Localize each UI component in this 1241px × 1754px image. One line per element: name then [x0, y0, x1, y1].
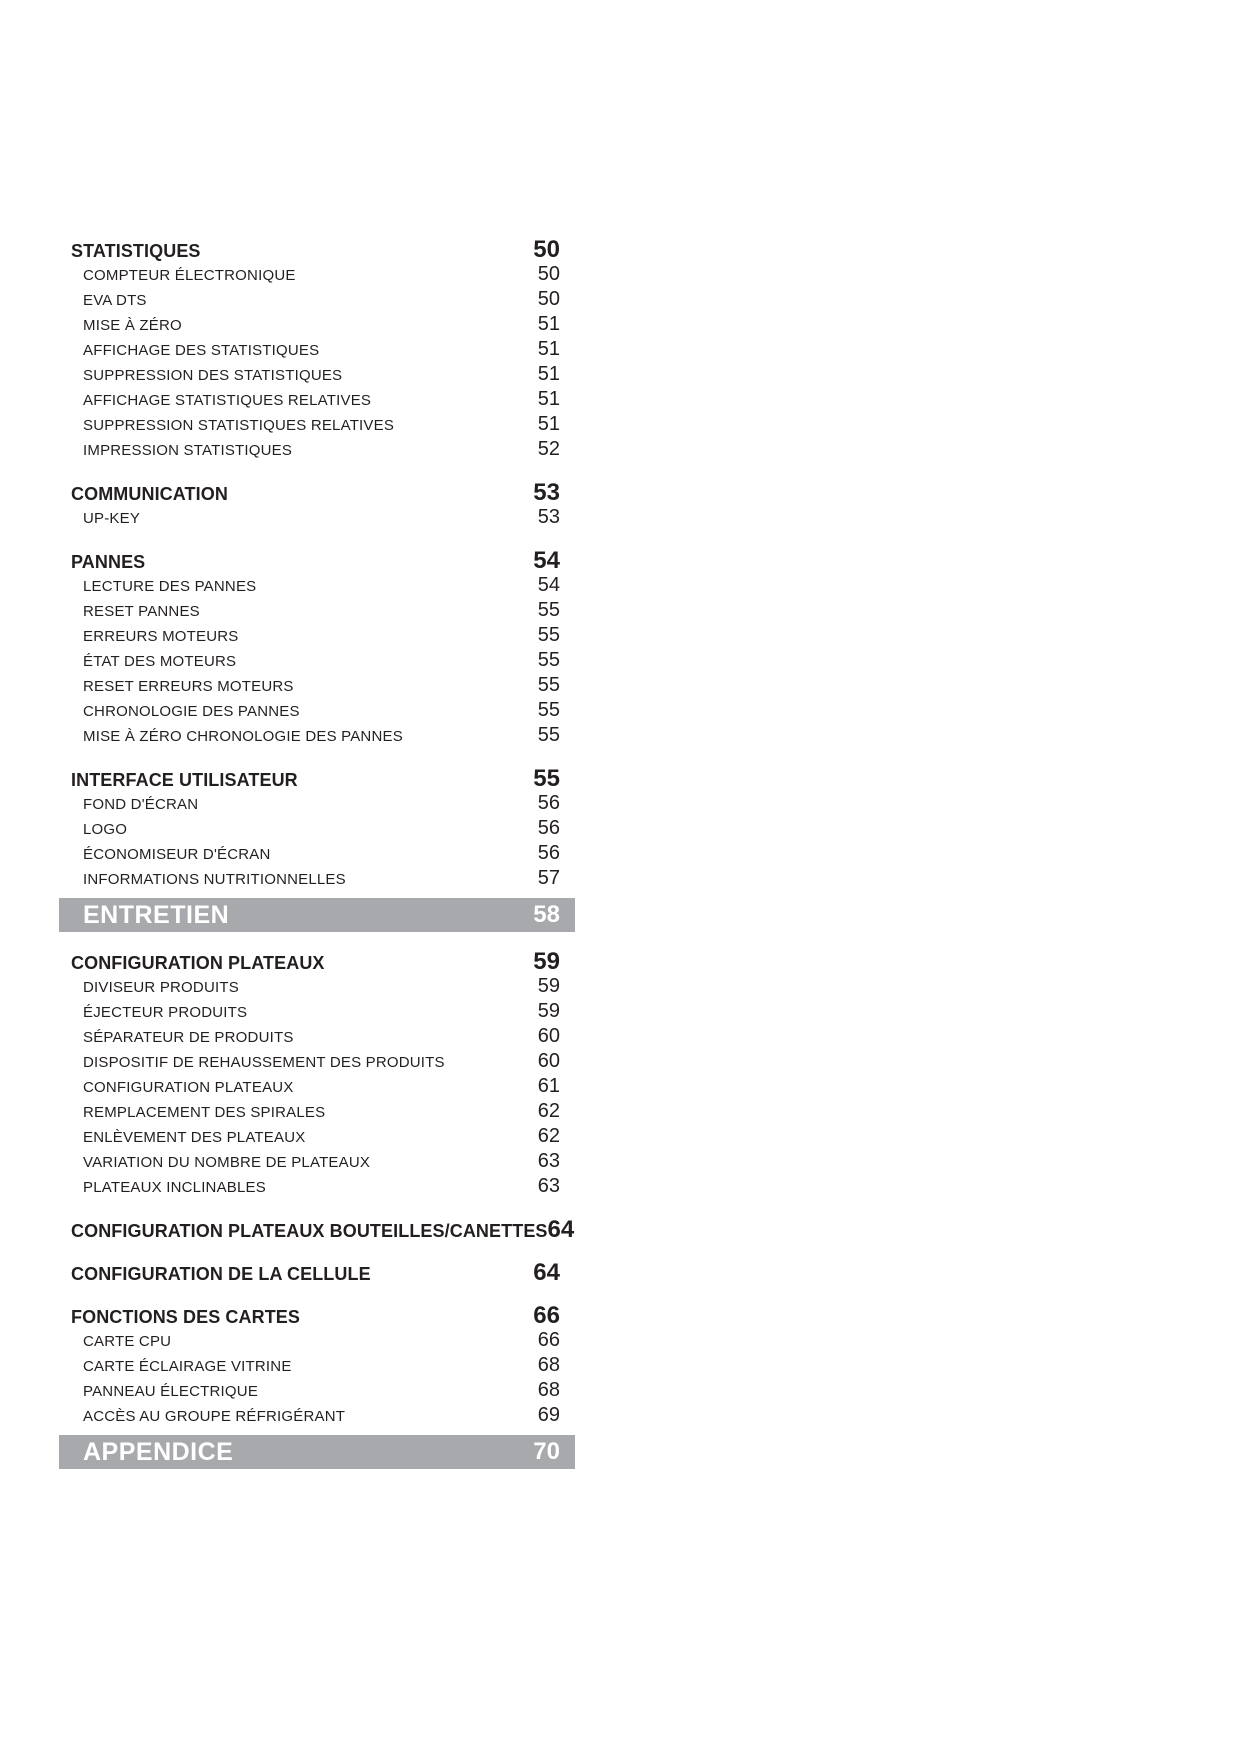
toc-entry[interactable] — [59, 867, 575, 892]
toc-entry[interactable] — [59, 288, 575, 313]
toc-section-heading[interactable] — [59, 948, 575, 975]
toc-page-number: 60 — [537, 1050, 560, 1072]
toc-page-number: 55 — [533, 765, 560, 792]
toc-page-number: 54 — [537, 574, 560, 596]
toc-label: VARIATION DU NOMBRE DE PLATEAUX — [83, 1154, 371, 1171]
toc-page-number: 55 — [537, 649, 560, 671]
toc-label: ACCÈS AU GROUPE RÉFRIGÉRANT — [83, 1408, 346, 1425]
toc-entry[interactable] — [59, 1379, 575, 1404]
toc-page-number: 51 — [537, 388, 560, 410]
toc-label: EVA DTS — [83, 292, 147, 309]
toc-entry[interactable] — [59, 506, 575, 531]
toc-entry[interactable] — [59, 599, 575, 624]
toc-label: REMPLACEMENT DES SPIRALES — [83, 1104, 326, 1121]
toc-page-number: 55 — [537, 599, 560, 621]
toc-entry[interactable] — [59, 792, 575, 817]
toc-entry[interactable] — [59, 1175, 575, 1200]
toc-chapter-bar[interactable] — [59, 898, 575, 932]
toc-label: CONFIGURATION PLATEAUX — [83, 1079, 294, 1096]
toc-label: ÉJECTEUR PRODUITS — [83, 1004, 248, 1021]
toc-entry[interactable] — [59, 1025, 575, 1050]
toc-label: LOGO — [83, 821, 128, 838]
toc-entry[interactable] — [59, 624, 575, 649]
toc-entry[interactable] — [59, 1075, 575, 1100]
toc-label: RESET ERREURS MOTEURS — [83, 678, 294, 695]
toc-page-number: 63 — [537, 1175, 560, 1197]
toc-label: PANNEAU ÉLECTRIQUE — [83, 1383, 259, 1400]
toc-page-number: 61 — [537, 1075, 560, 1097]
toc-label: DIVISEUR PRODUITS — [83, 979, 239, 996]
toc-label: FOND D'ÉCRAN — [83, 796, 199, 813]
toc-label: PANNES — [71, 552, 146, 572]
toc-page-number: 50 — [537, 263, 560, 285]
toc-page-number: 57 — [537, 867, 560, 889]
table-of-contents — [59, 236, 575, 1472]
toc-page-number: 55 — [537, 699, 560, 721]
toc-section-heading[interactable] — [59, 765, 575, 792]
toc-label: RESET PANNES — [83, 603, 200, 620]
toc-label: CARTE CPU — [83, 1333, 172, 1350]
toc-entry[interactable] — [59, 1150, 575, 1175]
toc-entry[interactable] — [59, 699, 575, 724]
toc-label: INTERFACE UTILISATEUR — [71, 770, 298, 790]
toc-label: UP-KEY — [83, 510, 141, 527]
toc-page-number: 58 — [533, 901, 560, 928]
toc-label: MISE À ZÉRO CHRONOLOGIE DES PANNES — [83, 728, 403, 745]
toc-label: COMMUNICATION — [71, 484, 228, 504]
toc-section-heading[interactable] — [59, 1259, 575, 1286]
toc-page-number: 64 — [547, 1216, 575, 1243]
toc-page-number: 68 — [537, 1354, 560, 1376]
toc-label: SUPPRESSION DES STATISTIQUES — [83, 367, 343, 384]
toc-entry[interactable] — [59, 413, 575, 438]
toc-section-heading[interactable] — [59, 236, 575, 263]
toc-entry[interactable] — [59, 263, 575, 288]
toc-label: SÉPARATEUR DE PRODUITS — [83, 1029, 294, 1046]
toc-page-number: 66 — [533, 1302, 560, 1329]
toc-label: ÉCONOMISEUR D'ÉCRAN — [83, 846, 271, 863]
toc-page-number: 60 — [537, 1025, 560, 1047]
toc-label: ENLÈVEMENT DES PLATEAUX — [83, 1129, 306, 1146]
toc-page-number: 53 — [537, 506, 560, 528]
toc-page-number: 64 — [533, 1259, 560, 1286]
toc-page-number: 55 — [537, 674, 560, 696]
toc-entry[interactable] — [59, 1354, 575, 1379]
toc-entry[interactable] — [59, 1404, 575, 1429]
toc-entry[interactable] — [59, 649, 575, 674]
toc-label: APPENDICE — [83, 1437, 234, 1466]
toc-page-number: 55 — [537, 724, 560, 746]
toc-page-number: 55 — [537, 624, 560, 646]
toc-entry[interactable] — [59, 438, 575, 463]
toc-label: INFORMATIONS NUTRITIONNELLES — [83, 871, 346, 888]
toc-label: CONFIGURATION DE LA CELLULE — [71, 1264, 371, 1284]
toc-entry[interactable] — [59, 1050, 575, 1075]
toc-entry[interactable] — [59, 388, 575, 413]
toc-entry[interactable] — [59, 842, 575, 867]
toc-entry[interactable] — [59, 363, 575, 388]
toc-page-number: 69 — [537, 1404, 560, 1426]
toc-page-number: 51 — [537, 413, 560, 435]
toc-entry[interactable] — [59, 817, 575, 842]
toc-page-number: 70 — [533, 1438, 560, 1465]
toc-chapter-bar[interactable] — [59, 1435, 575, 1469]
toc-label: CARTE ÉCLAIRAGE VITRINE — [83, 1358, 292, 1375]
toc-label: FONCTIONS DES CARTES — [71, 1307, 301, 1327]
toc-page-number: 54 — [533, 547, 560, 574]
toc-label: COMPTEUR ÉLECTRONIQUE — [83, 267, 296, 284]
toc-label: DISPOSITIF DE REHAUSSEMENT DES PRODUITS — [83, 1054, 445, 1071]
toc-page-number: 62 — [537, 1100, 560, 1122]
toc-entry[interactable] — [59, 1329, 575, 1354]
toc-page-number: 59 — [537, 1000, 560, 1022]
toc-page-number: 63 — [537, 1150, 560, 1172]
toc-entry[interactable] — [59, 313, 575, 338]
toc-page-number: 51 — [537, 363, 560, 385]
toc-page-number: 66 — [537, 1329, 560, 1351]
toc-label: CHRONOLOGIE DES PANNES — [83, 703, 300, 720]
toc-entry[interactable] — [59, 574, 575, 599]
toc-page-number: 50 — [533, 236, 560, 263]
toc-label: PLATEAUX INCLINABLES — [83, 1179, 266, 1196]
toc-label: ÉTAT DES MOTEURS — [83, 653, 237, 670]
toc-page-number: 50 — [537, 288, 560, 310]
toc-label: CONFIGURATION PLATEAUX — [71, 953, 325, 973]
toc-section-heading[interactable] — [59, 547, 575, 574]
toc-label: ERREURS MOTEURS — [83, 628, 239, 645]
toc-page-number: 51 — [537, 338, 560, 360]
toc-section-heading[interactable] — [59, 1302, 575, 1329]
toc-page-number: 59 — [533, 948, 560, 975]
toc-label: AFFICHAGE DES STATISTIQUES — [83, 342, 320, 359]
toc-entry[interactable] — [59, 338, 575, 363]
toc-entry[interactable] — [59, 1125, 575, 1150]
toc-label: STATISTIQUES — [71, 241, 201, 261]
toc-label: ENTRETIEN — [83, 900, 230, 929]
toc-entry[interactable] — [59, 1000, 575, 1025]
toc-label: SUPPRESSION STATISTIQUES RELATIVES — [83, 417, 395, 434]
toc-label: MISE À ZÉRO — [83, 317, 182, 334]
toc-page-number: 52 — [537, 438, 560, 460]
toc-page-number: 62 — [537, 1125, 560, 1147]
toc-page-number: 51 — [537, 313, 560, 335]
toc-label: LECTURE DES PANNES — [83, 578, 257, 595]
toc-entry[interactable] — [59, 674, 575, 699]
toc-section-heading[interactable] — [59, 1216, 575, 1243]
toc-page-number: 56 — [537, 792, 560, 814]
toc-label: IMPRESSION STATISTIQUES — [83, 442, 293, 459]
toc-entry[interactable] — [59, 975, 575, 1000]
toc-page-number: 56 — [537, 817, 560, 839]
toc-page-number: 53 — [533, 479, 560, 506]
toc-entry[interactable] — [59, 1100, 575, 1125]
toc-page-number: 68 — [537, 1379, 560, 1401]
toc-label: AFFICHAGE STATISTIQUES RELATIVES — [83, 392, 372, 409]
toc-section-heading[interactable] — [59, 479, 575, 506]
toc-page-number: 59 — [537, 975, 560, 997]
toc-page-number: 56 — [537, 842, 560, 864]
toc-entry[interactable] — [59, 724, 575, 749]
toc-label: CONFIGURATION PLATEAUX BOUTEILLES/CANETTES — [71, 1221, 548, 1241]
